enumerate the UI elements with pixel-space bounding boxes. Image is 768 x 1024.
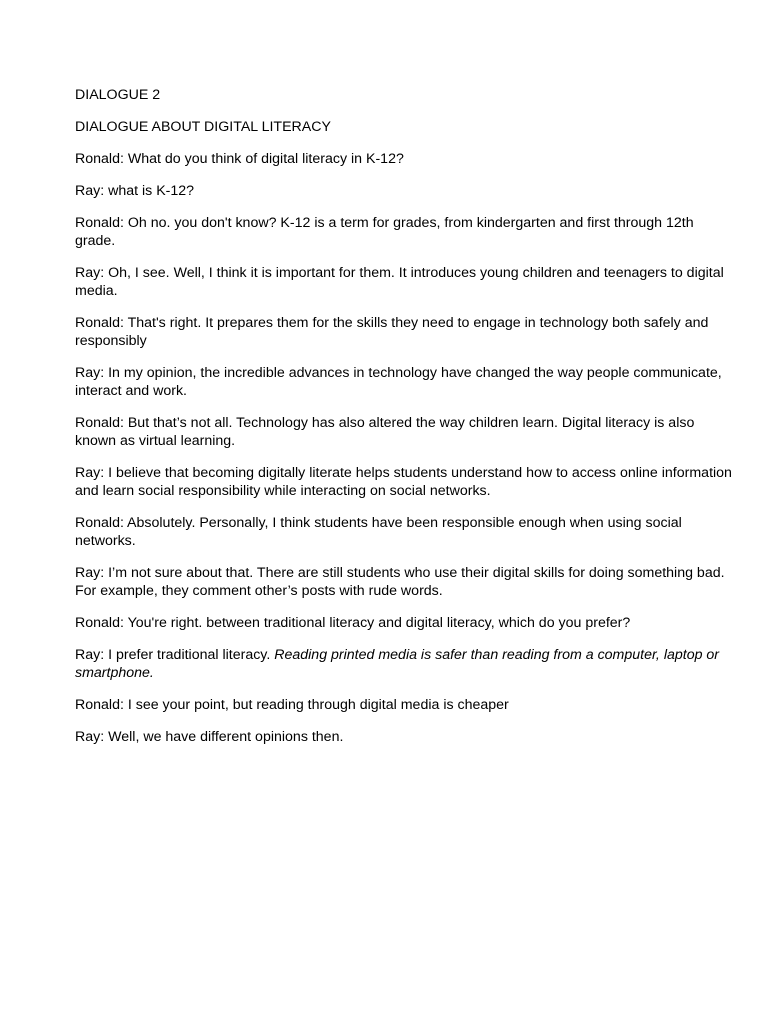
dialogue-line: Ray: Well, we have different opinions then. — [75, 729, 344, 745]
document-subheading: DIALOGUE ABOUT DIGITAL LITERACY — [75, 119, 331, 135]
dialogue-italic-text: Reading printed media is safer than reading from a computer, laptop or smartphone. — [75, 647, 720, 681]
dialogue-line: Ray: In my opinion, the incredible advances in technology have changed the way people communicate, interact and work. — [75, 365, 722, 399]
dialogue-line: Ronald: Oh no. you don't know? K-12 is a term for grades, from kindergarten and first through 12th grade. — [75, 215, 694, 249]
dialogue-line: Ray: I’m not sure about that. There are still students who use their digital skills for doing something bad. For example, they comment other’s posts with rude words. — [75, 565, 725, 599]
dialogue-line: Ray: I believe that becoming digitally literate helps students understand how to access online information and learn social responsibility while interacting on social networks. — [75, 465, 732, 499]
dialogue-line: Ronald: I see your point, but reading through digital media is cheaper — [75, 697, 509, 713]
document-page — [75, 86, 735, 760]
document-heading: DIALOGUE 2 — [75, 87, 161, 103]
dialogue-line: Ray: I prefer traditional literacy. Reading printed media is safer than reading from a computer, laptop or smartphone. — [75, 647, 720, 681]
dialogue-line: Ray: what is K-12? — [75, 183, 195, 199]
dialogue-line: Ronald: Absolutely. Personally, I think students have been responsible enough when using social networks. — [75, 515, 682, 549]
dialogue-line: Ray: Oh, I see. Well, I think it is important for them. It introduces young children and teenagers to digital media. — [75, 265, 724, 299]
dialogue-line: Ronald: That's right. It prepares them for the skills they need to engage in technology both safely and responsibly — [75, 315, 709, 349]
dialogue-line: Ronald: What do you think of digital literacy in K-12? — [75, 151, 404, 167]
dialogue-line: Ronald: But that’s not all. Technology has also altered the way children learn. Digital literacy is also known as virtual learning. — [75, 415, 695, 449]
dialogue-line: Ronald: You're right. between traditional literacy and digital literacy, which do you prefer? — [75, 615, 631, 631]
